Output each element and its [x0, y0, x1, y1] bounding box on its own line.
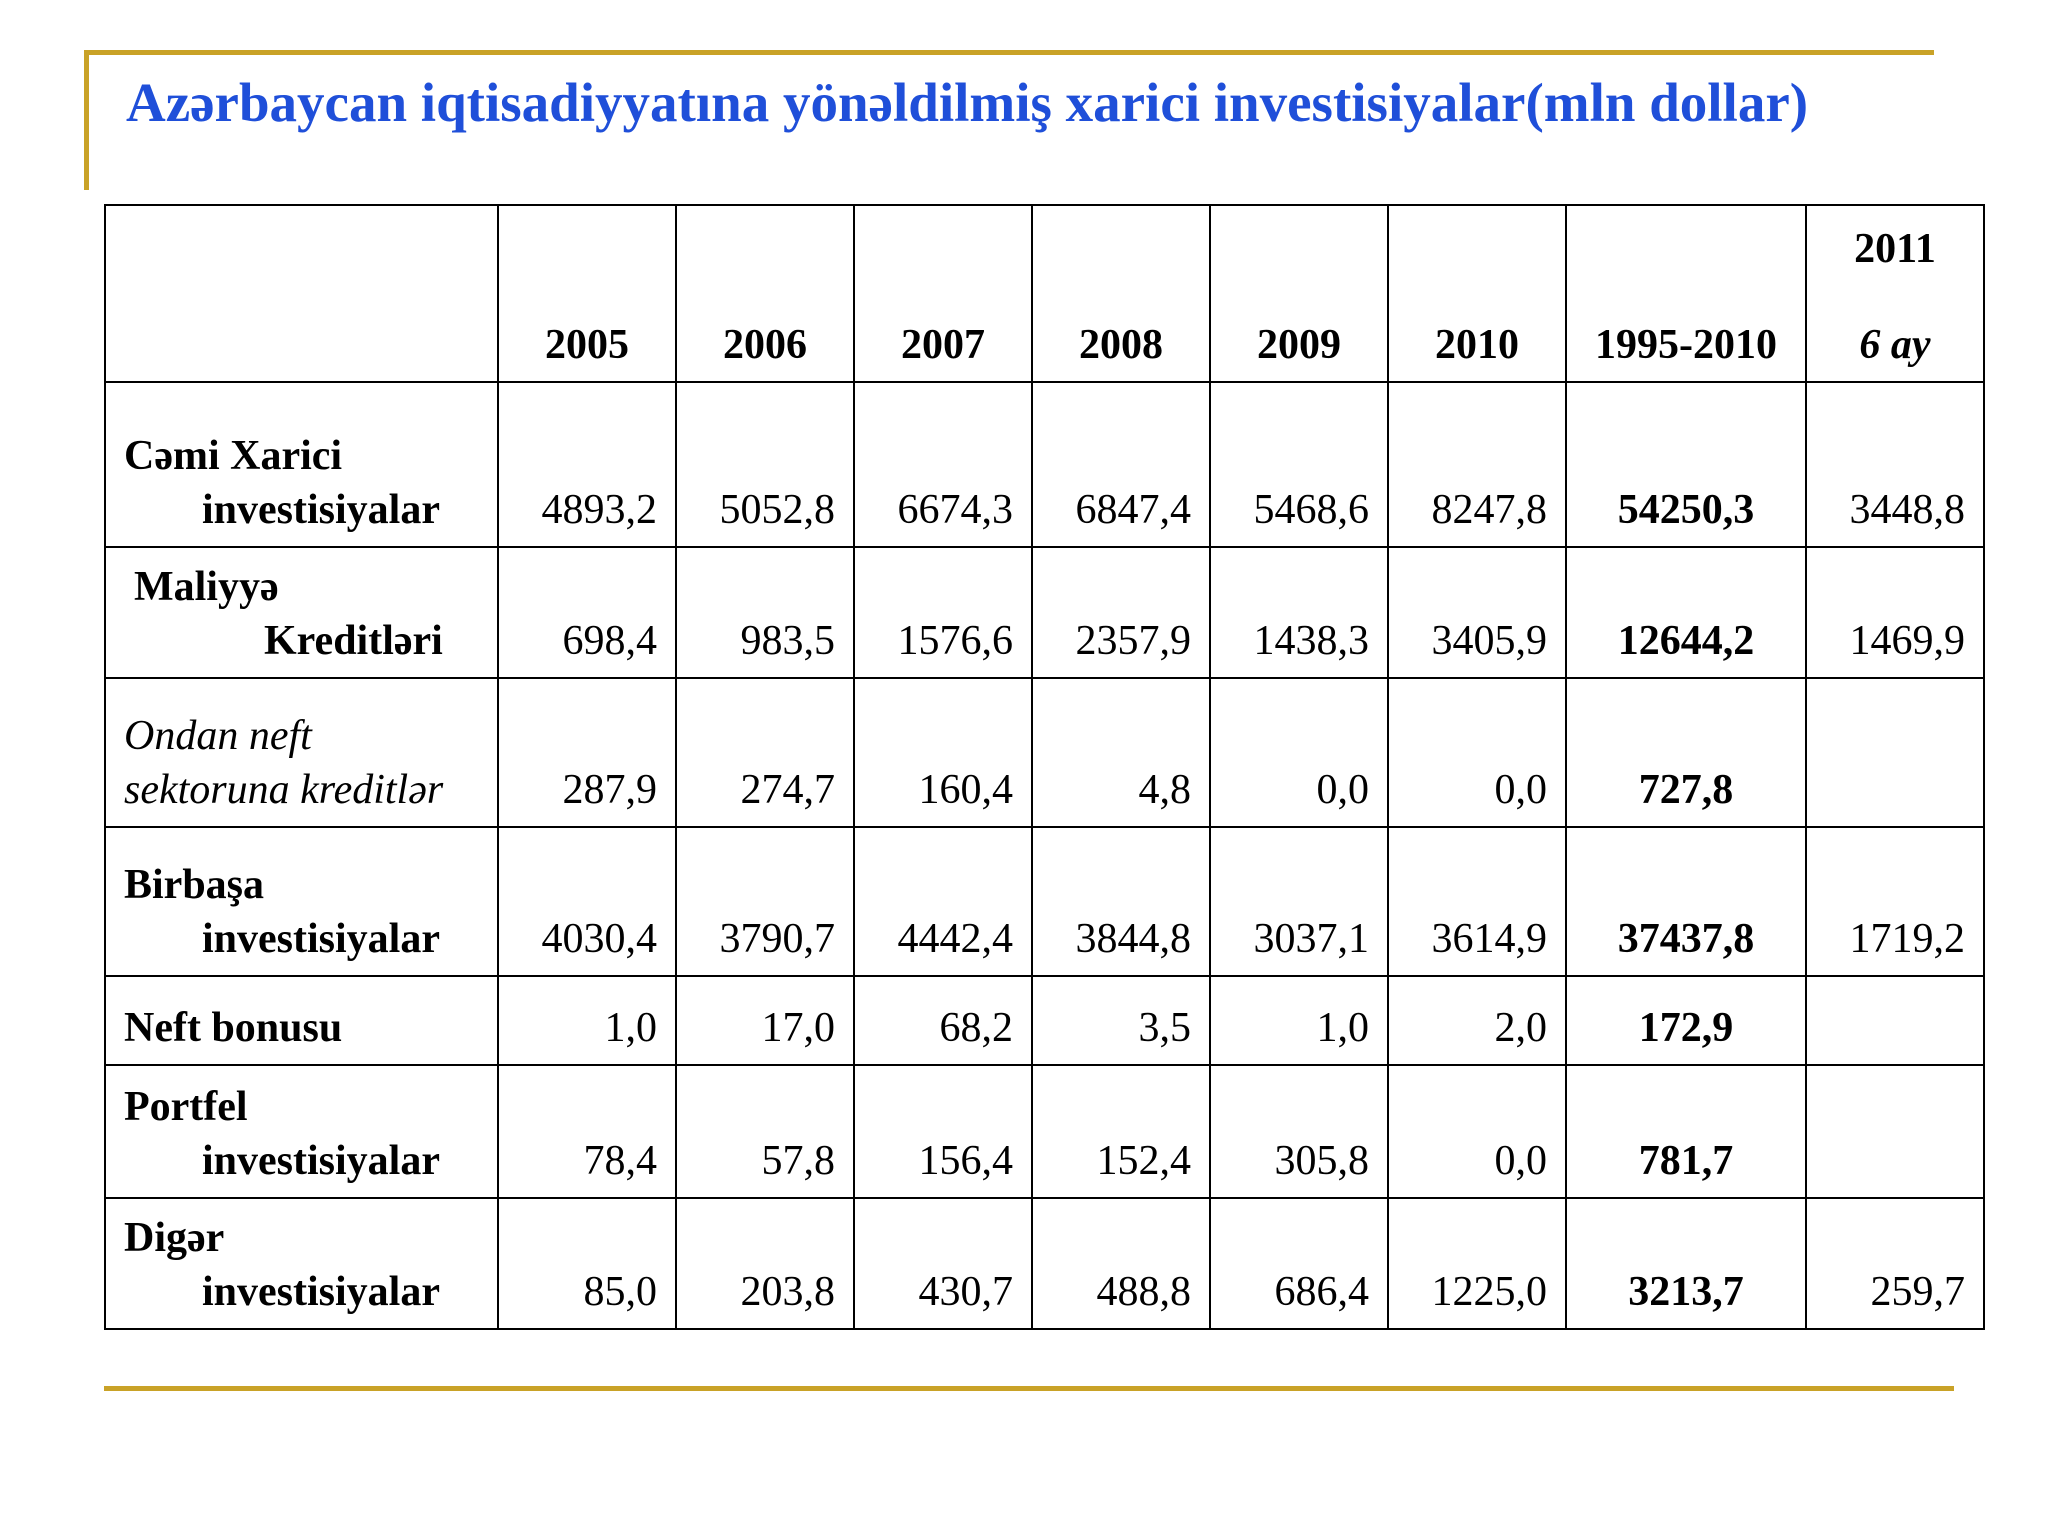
total-cell: 781,7: [1566, 1065, 1806, 1198]
table-cell: 305,8: [1210, 1065, 1388, 1198]
total-cell: 37437,8: [1566, 827, 1806, 976]
h2011-cell: 1469,9: [1806, 547, 1984, 678]
h2011-cell: 3448,8: [1806, 382, 1984, 547]
table-cell: 8247,8: [1388, 382, 1566, 547]
h2011-cell: [1806, 678, 1984, 827]
table-cell: 5468,6: [1210, 382, 1388, 547]
header-cell-2011: [1806, 205, 1984, 382]
table-cell: 1438,3: [1210, 547, 1388, 678]
table-cell: 3037,1: [1210, 827, 1388, 976]
table-cell: 85,0: [498, 1198, 676, 1329]
table-cell: 4893,2: [498, 382, 676, 547]
table-cell: 68,2: [854, 976, 1032, 1065]
table-cell: 156,4: [854, 1065, 1032, 1198]
table-cell: 57,8: [676, 1065, 854, 1198]
table-cell: 6674,3: [854, 382, 1032, 547]
table-cell: 152,4: [1032, 1065, 1210, 1198]
header-cell: 2010: [1388, 205, 1566, 382]
table-cell: 3844,8: [1032, 827, 1210, 976]
investment-table: [104, 204, 1985, 1330]
table-cell: 4030,4: [498, 827, 676, 976]
table-cell: 3614,9: [1388, 827, 1566, 976]
table-cell: 983,5: [676, 547, 854, 678]
table-cell: 287,9: [498, 678, 676, 827]
bottom-rule: [104, 1386, 1954, 1391]
table-cell: 0,0: [1210, 678, 1388, 827]
table-cell: 4,8: [1032, 678, 1210, 827]
row-label: Ondan neft sektoruna kreditlər: [105, 678, 498, 827]
table-cell: 78,4: [498, 1065, 676, 1198]
table-cell: 1225,0: [1388, 1198, 1566, 1329]
h2011-cell: [1806, 976, 1984, 1065]
table-cell: 17,0: [676, 976, 854, 1065]
table-cell: 430,7: [854, 1198, 1032, 1329]
table-cell: 5052,8: [676, 382, 854, 547]
table-cell: 488,8: [1032, 1198, 1210, 1329]
total-cell: 54250,3: [1566, 382, 1806, 547]
table-row: [105, 678, 1984, 827]
table-cell: 686,4: [1210, 1198, 1388, 1329]
header-2011-year: 2011: [1854, 225, 1936, 272]
table-cell: 203,8: [676, 1198, 854, 1329]
header-cell: 1995-2010: [1566, 205, 1806, 382]
h2011-cell: 1719,2: [1806, 827, 1984, 976]
table-cell: 2357,9: [1032, 547, 1210, 678]
table-cell: 3,5: [1032, 976, 1210, 1065]
table-cell: 3405,9: [1388, 547, 1566, 678]
left-rule: [84, 50, 89, 190]
corner-cell: [105, 205, 498, 382]
row-label: Digər investisiyalar: [105, 1198, 498, 1329]
row-label: Maliyyə Kreditləri: [105, 547, 498, 678]
header-cell: 2007: [854, 205, 1032, 382]
table-cell: 2,0: [1388, 976, 1566, 1065]
table-row: [105, 1198, 1984, 1329]
table-row: [105, 976, 1984, 1065]
header-cell: 2006: [676, 205, 854, 382]
top-rule: [84, 50, 1934, 55]
total-cell: 3213,7: [1566, 1198, 1806, 1329]
row-label: Neft bonusu: [105, 976, 498, 1065]
row-label: Birbaşa investisiyalar: [105, 827, 498, 976]
table-cell: 0,0: [1388, 1065, 1566, 1198]
table-row: [105, 382, 1984, 547]
table-cell: 6847,4: [1032, 382, 1210, 547]
table-cell: 1576,6: [854, 547, 1032, 678]
table-cell: 160,4: [854, 678, 1032, 827]
table-cell: 1,0: [498, 976, 676, 1065]
table-cell: 0,0: [1388, 678, 1566, 827]
table-cell: 4442,4: [854, 827, 1032, 976]
table-cell: 698,4: [498, 547, 676, 678]
table-row: [105, 547, 1984, 678]
header-cell: 2005: [498, 205, 676, 382]
table-cell: 274,7: [676, 678, 854, 827]
table-cell: 3790,7: [676, 827, 854, 976]
header-cell: 2008: [1032, 205, 1210, 382]
header-cell: 2009: [1210, 205, 1388, 382]
h2011-cell: [1806, 1065, 1984, 1198]
table-cell: 1,0: [1210, 976, 1388, 1065]
table-row: [105, 827, 1984, 976]
header-2011-period: 6 ay: [1859, 322, 1931, 369]
h2011-cell: 259,7: [1806, 1198, 1984, 1329]
slide-title: Azərbaycan iqtisadiyyatına yönəldilmiş xarici investisiyalar(mln dollar): [126, 72, 1809, 133]
row-label: Cəmi Xarici investisiyalar: [105, 382, 498, 547]
row-label: Portfel investisiyalar: [105, 1065, 498, 1198]
total-cell: 172,9: [1566, 976, 1806, 1065]
table-row: [105, 1065, 1984, 1198]
header-row: [105, 205, 1984, 382]
total-cell: 12644,2: [1566, 547, 1806, 678]
total-cell: 727,8: [1566, 678, 1806, 827]
